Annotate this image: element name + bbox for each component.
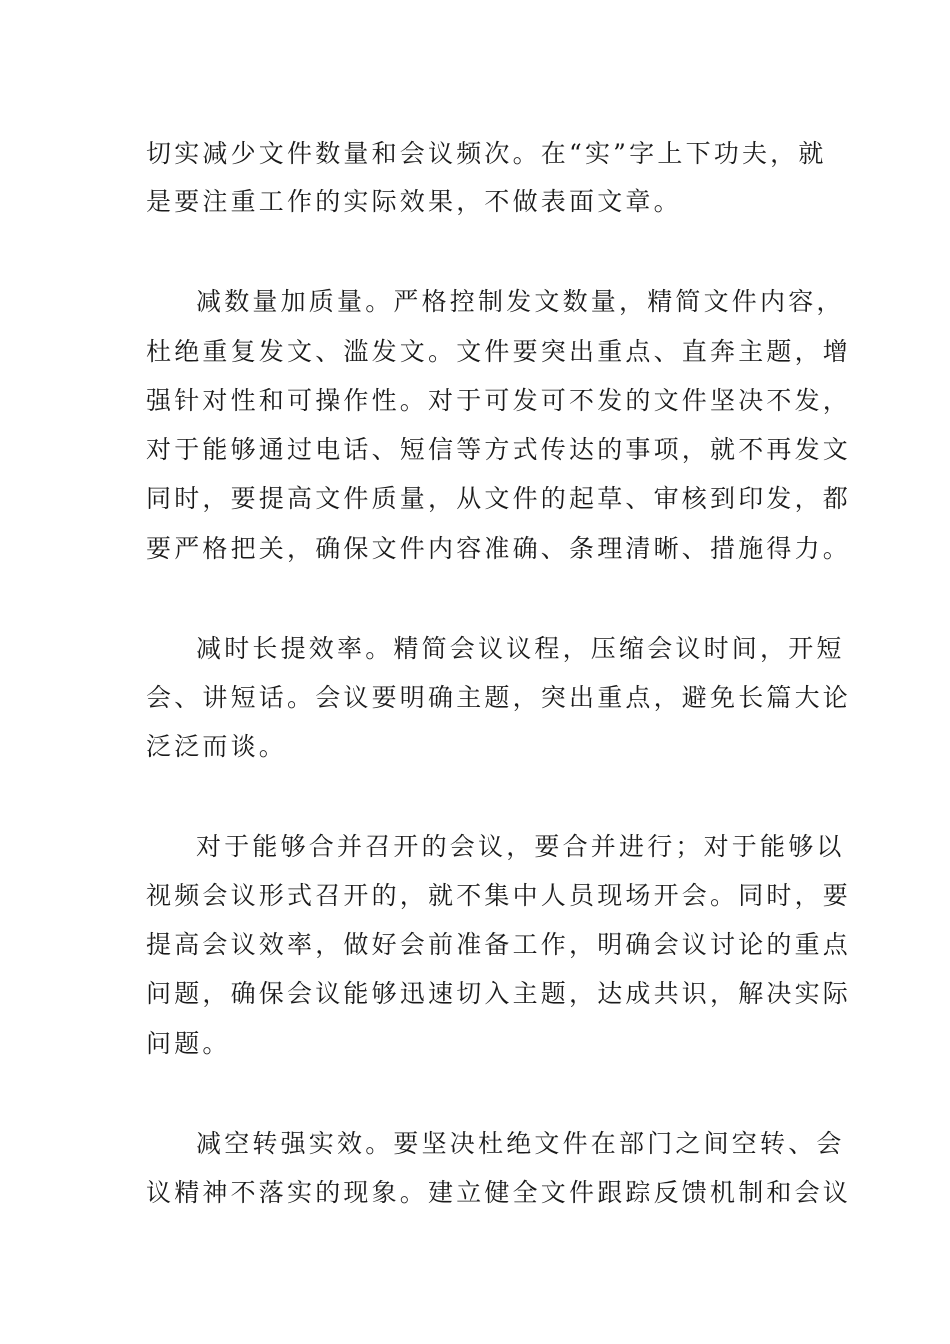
paragraph-2-line-4: 对于能够通过电话、短信等方式传达的事项，就不再发文 xyxy=(146,435,852,464)
paragraph-4-line-3: 提高会议效率，做好会前准备工作，明确会议讨论的重点 xyxy=(146,930,852,959)
paragraph-2-line-5: 同时，要提高文件质量，从文件的起草、审核到印发，都 xyxy=(146,484,852,513)
paragraph-3-line-2: 会、讲短话。会议要明确主题，突出重点，避免长篇大论 xyxy=(146,683,852,712)
paragraph-3-line-1: 减时长提效率。精简会议议程，压缩会议时间，开短 xyxy=(196,634,845,663)
paragraph-4-line-4: 问题，确保会议能够迅速切入主题，达成共识，解决实际 xyxy=(146,979,852,1008)
paragraph-2-line-2: 杜绝重复发文、滥发文。文件要突出重点、直奔主题，增 xyxy=(146,337,852,366)
paragraph-5-line-1: 减空转强实效。要坚决杜绝文件在部门之间空转、会 xyxy=(196,1129,845,1158)
paragraph-2-line-1: 减数量加质量。严格控制发文数量，精简文件内容， xyxy=(196,287,845,316)
paragraph-2-line-6: 要严格把关，确保文件内容准确、条理清晰、措施得力。 xyxy=(146,534,852,563)
paragraph-1-line-1: 切实减少文件数量和会议频次。在“实”字上下功夫，就 xyxy=(146,139,827,168)
paragraph-4-line-2: 视频会议形式召开的，就不集中人员现场开会。同时，要 xyxy=(146,881,852,910)
paragraph-2-line-3: 强针对性和可操作性。对于可发可不发的文件坚决不发， xyxy=(146,386,852,415)
paragraph-4-line-5: 问题。 xyxy=(146,1029,231,1058)
paragraph-5-line-2: 议精神不落实的现象。建立健全文件跟踪反馈机制和会议 xyxy=(146,1178,852,1207)
paragraph-3-line-3: 泛泛而谈。 xyxy=(146,732,288,761)
paragraph-1-line-2: 是要注重工作的实际效果，不做表面文章。 xyxy=(146,187,682,216)
paragraph-4-line-1: 对于能够合并召开的会议，要合并进行；对于能够以 xyxy=(196,832,845,861)
